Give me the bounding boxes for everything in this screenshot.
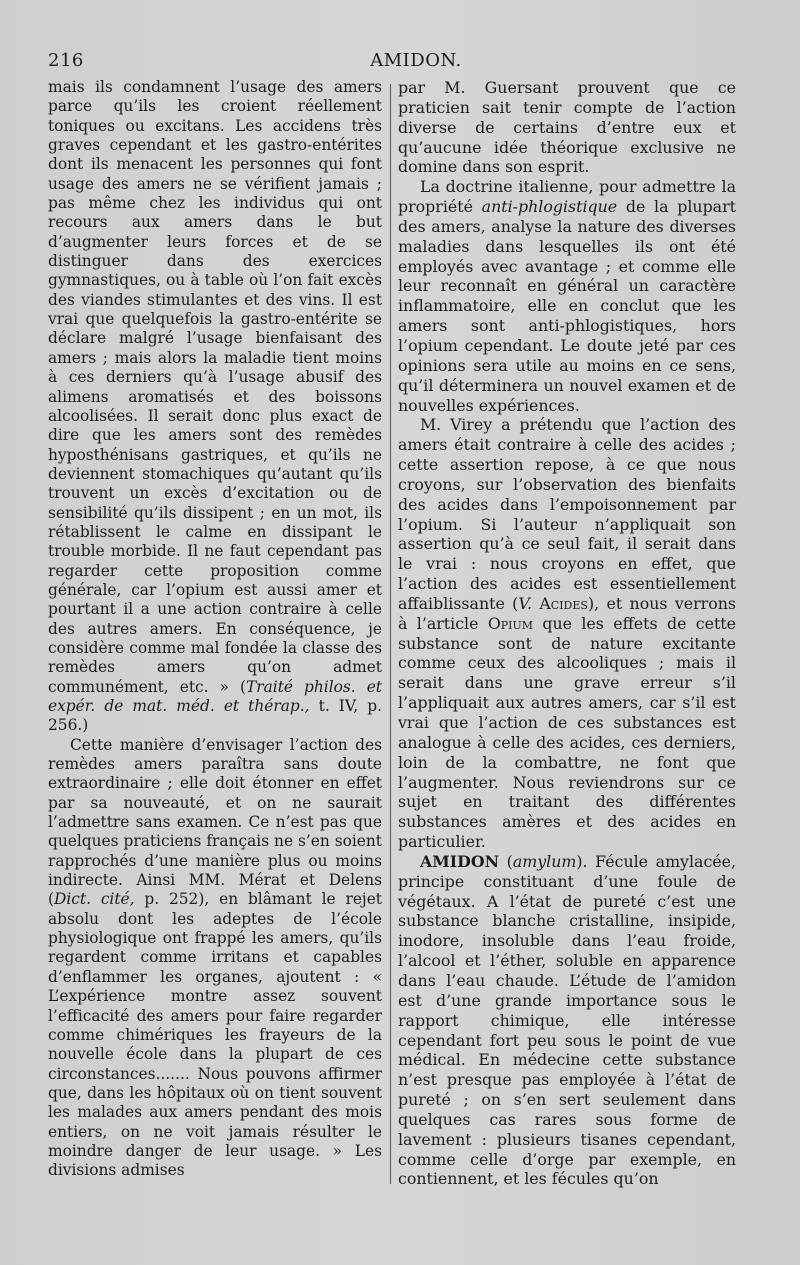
page-number: 216 (48, 50, 84, 71)
paragraph-virey: M. Virey a prétendu que l’action des amers était contraire à celle des acides ; cette assertion repose, à ce que nous croyons, sur l’observation des bienfaits des acides dans l’empoisonnement par l’opium. Si l’auteur n’appliquait son assertion qu’à ce seul fait, il serait dans le vrai : nous croyons en effet, que l’action des acides est essentiellement affaiblissante (V. Acides), et nous verrons à l’article Opium que les effets de cette substance sont de nature excitante comme ceux des alcooliques ; mais il serait dans une grave erreur s’il l’appliquait aux autres amers, car s’il est vrai que l’action de ces substances est analogue à celle des acides, ces derniers, loin de la combattre, ne font que l’augmenter. Nous reviendrons sur ce sujet en traitant des différentes substances amères et des acides en particulier. (398, 415, 737, 852)
paragraph-remedes-amers: Cette manière d’envisager l’action des remèdes amers paraîtra sans doute extraordinaire ; elle doit étonner en effet par sa nouveauté, et on ne saurait l’admettre sans examen. Ce n’est pas que quelques praticiens français ne s’en soient rapprochés d’une manière plus ou moins indirecte. Ainsi MM. Mérat et Delens (Dict. cité, p. 252), en blâmant le rejet absolu dont les adeptes de l’école physiologique ont frappé les amers, qu’ils regardent comme irritans et capables d’enflammer les organes, ajoutent : « L’expérience montre assez souvent l’efficacité des amers pour faire regarder comme chimériques les frayeurs de la nouvelle école dans la plupart de ces circonstances....... Nous pouvons affirmer que, dans les hôpitaux où on tient souvent les malades aux amers pendant des mois entiers, on ne voit jamais résulter le moindre danger de leur usage. » Les divisions admises (48, 735, 382, 1180)
page-header (48, 50, 784, 78)
paragraph-continued: mais ils condamnent l’usage des amers parce qu’ils les croient réellement toniques ou excitans. Les accidens très graves cependant et les gastro-entérites dont ils menacent les personnes qui font usage des amers ne se vérifient jamais ; pas même chez les individus qui ont recours aux amers dans le but d’augmenter leurs forces et de se distinguer dans des exercices gymnastiques, ou à table où l’on fait excès des viandes stimulantes et des vins. Il est vrai que quelquefois la gastro-entérite se déclare malgré l’usage bienfaisant des amers ; mais alors la maladie tient moins à ces derniers qu’à l’usage abusif des alimens aromatisés et des boissons alcoolisées. Il serait donc plus exact de dire que les amers sont des remèdes hyposthénisans gastriques, et qu’ils ne deviennent stomachiques qu’autant qu’ils trouvent un excès d’excitation ou de sensibilité qu’ils dissipent ; en un mot, ils rétablissent le calme en dissipant le trouble morbide. Il ne faut cependant pas regarder cette proposition comme générale, car l’opium est aussi amer et pourtant il a une action contraire à celle des autres amers. En conséquence, je considère comme mal fondée la classe des remèdes amers qu’on admet communément, etc. » (Traité philos. et expér. de mat. méd. et thérap., t. IV, p. 256.) (48, 78, 382, 735)
paragraph-doctrine-italienne: La doctrine italienne, pour admettre la propriété anti-phlogistique de la plupart des amers, analyse la nature des diverses maladies dans lesquelles ils ont été employés avec avantage ; et comme elle leur reconnaît en général un caractère inflammatoire, elle en conclut que les amers sont anti-phlogistiques, hors l’opium cependant. Le doute jeté par ces opinions sera utile au moins en ce sens, qu’il déterminera un nouvel examen et de nouvelles expériences. (398, 177, 736, 415)
running-title: AMIDON. (370, 50, 462, 71)
entry-amidon: AMIDON (amylum). Fécule amylacée, principe constituant d’une foule de végétaux. A l’état de pureté c’est une substance blanche cristalline, insipide, inodore, insoluble dans l’eau froide, l’alcool et l’éther, soluble en apparence dans l’eau chaude. L’étude de l’amidon est d’une grande importance sous le rapport chimique, elle intéresse cependant fort peu sous le point de vue médical. En médecine cette substance n’est presque pas employée à l’état de pureté ; on s’en sert seulement dans quelques cas rares sous forme de lavement : plusieurs tisanes cependant, comme celle d’orge par exemple, en contiennent, et les fécules qu’on (398, 851, 737, 1189)
column-divider (390, 84, 391, 1184)
headword-amidon: AMIDON (420, 851, 500, 871)
left-column (48, 78, 382, 1188)
right-column (398, 78, 736, 1188)
paragraph-guersant: par M. Guersant prouvent que ce praticien sait tenir compte de l’action diverse de certains d’entre eux et qu’aucune idée théorique exclusive ne domine dans son esprit. (398, 78, 736, 177)
